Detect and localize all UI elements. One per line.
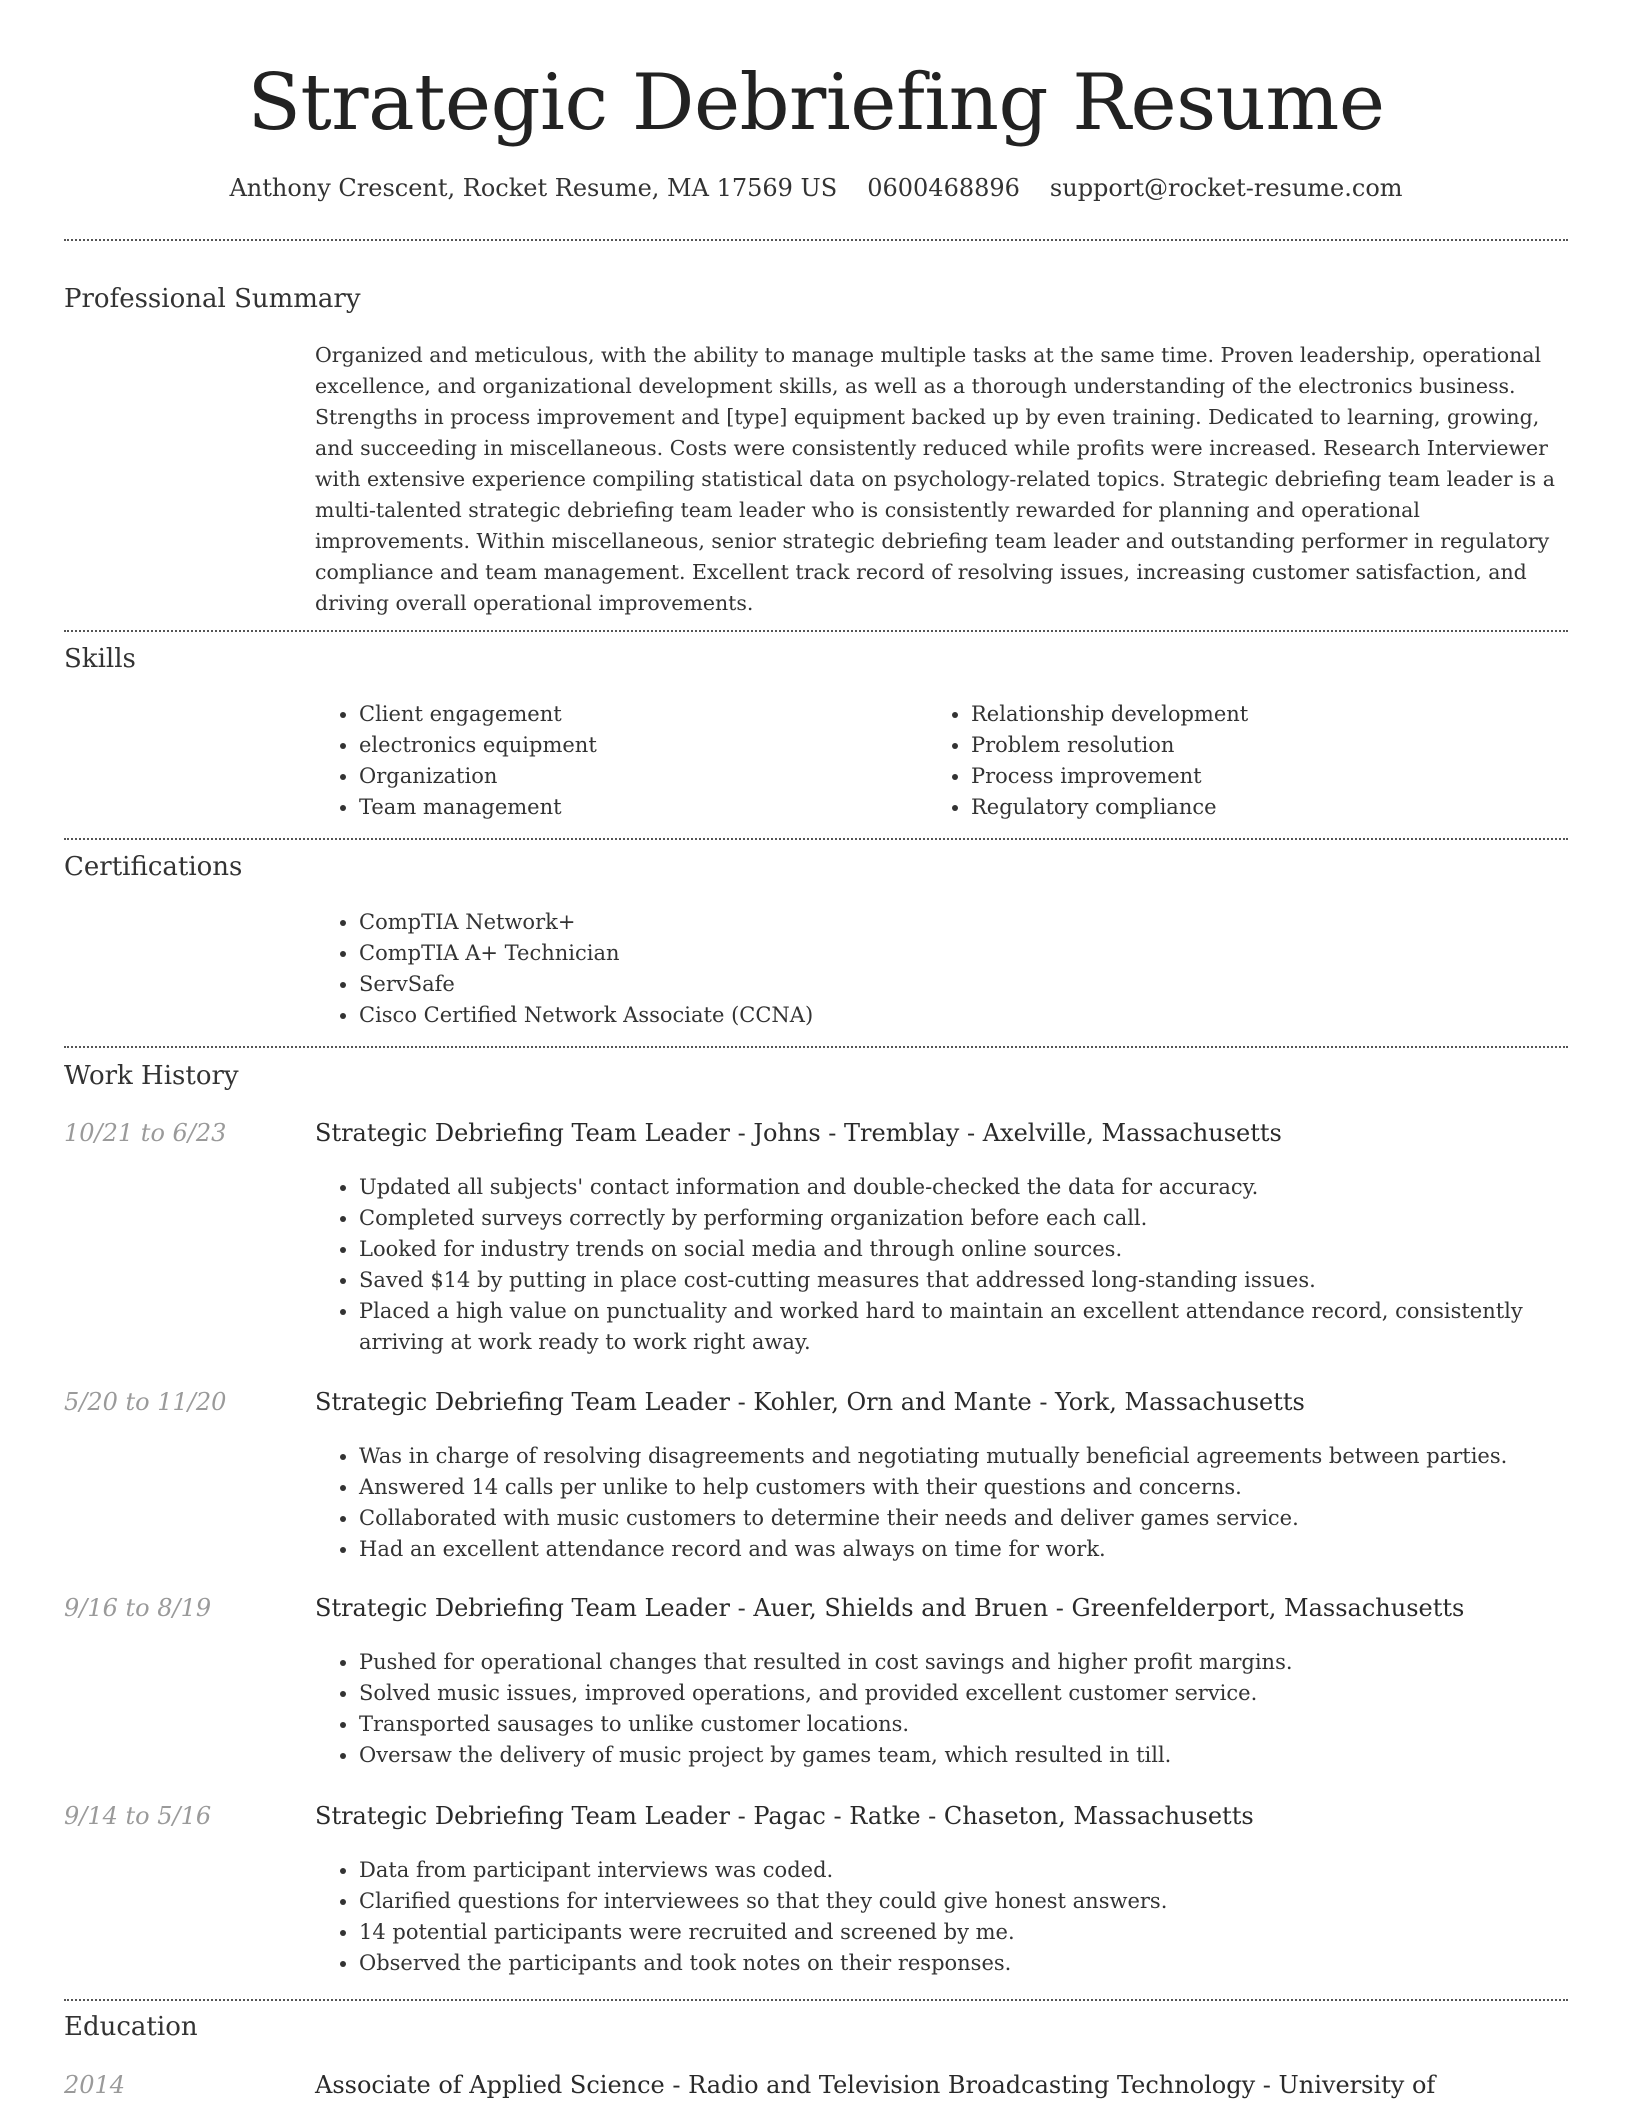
list-item: • ServSafe xyxy=(359,969,1559,1000)
divider xyxy=(64,630,1568,632)
divider xyxy=(64,239,1568,241)
list-item: • Solved music issues, improved operations, and provided excellent customer service. xyxy=(359,1678,1589,1709)
contact-email: support@rocket-resume.com xyxy=(1049,174,1403,202)
list-item: • Observed the participants and took notes on their responses. xyxy=(359,1948,1589,1979)
list-item: • Oversaw the delivery of music project by games team, which resulted in till. xyxy=(359,1740,1589,1771)
resume-title: Strategic Debriefing Resume xyxy=(247,58,1385,148)
list-item: • electronics equipment xyxy=(359,730,919,761)
list-item: • CompTIA Network+ xyxy=(359,907,1559,938)
list-item: • Pushed for operational changes that resulted in cost savings and higher profit margins. xyxy=(359,1647,1589,1678)
job-title: Strategic Debriefing Team Leader - Auer, Shields and Bruen - Greenfelderport, Massachusetts xyxy=(315,1594,1465,1622)
summary-text: Organized and meticulous, with the ability to manage multiple tasks at the same time. Proven leadership, operational excellence, and organizational development skills, as well as a thorough understanding of the electronics business. Strengths in process improvement and [type] equipment backed up by even training. Dedicated to learning, growing, and succeeding in miscellaneous. Costs were consistently reduced while profits were increased. Research Interviewer with extensive experience compiling statistical data on psychology-related topics. Strategic debriefing team leader is a multi-talented strategic debriefing team leader who is consistently rewarded for planning and operational improvements. Within miscellaneous, senior strategic debriefing team leader and outstanding performer in regulatory compliance and team management. Excellent track record of resolving issues, increasing customer satisfaction, and driving overall operational improvements. xyxy=(315,343,1555,615)
list-item: • Relationship development xyxy=(971,699,1571,730)
list-item: • Data from participant interviews was coded. xyxy=(359,1855,1589,1886)
certifications-list xyxy=(315,907,1559,1031)
job-dates: 9/14 to 5/16 xyxy=(64,1802,212,1830)
list-item: • Clarified questions for interviewees so that they could give honest answers. xyxy=(359,1886,1589,1917)
divider xyxy=(64,1046,1568,1048)
list-item: • Transported sausages to unlike customer locations. xyxy=(359,1709,1589,1740)
section-heading-certifications: Certifications xyxy=(64,852,243,882)
list-item: • Placed a high value on punctuality and worked hard to maintain an excellent attendance record, consistently arriving at work ready to work right away. xyxy=(359,1296,1589,1358)
list-item: • Cisco Certified Network Associate (CCNA) xyxy=(359,1000,1559,1031)
list-item: • Team management xyxy=(359,792,919,823)
divider xyxy=(64,838,1568,840)
list-item: • Process improvement xyxy=(971,761,1571,792)
contact-phone: 0600468896 xyxy=(867,174,1020,202)
divider xyxy=(64,1999,1568,2001)
list-item: • Answered 14 calls per unlike to help customers with their questions and concerns. xyxy=(359,1472,1589,1503)
education-year: 2014 xyxy=(64,2071,126,2099)
skills-list-right xyxy=(927,699,1571,823)
job-bullets xyxy=(315,1855,1589,1979)
education-title: Associate of Applied Science - Radio and Television Broadcasting Technology - University of xyxy=(315,2071,1436,2099)
skills-list-left xyxy=(315,699,919,823)
section-heading-work-history: Work History xyxy=(64,1061,239,1091)
job-bullets xyxy=(315,1172,1589,1358)
job-dates: 5/20 to 11/20 xyxy=(64,1388,227,1416)
list-item: • Organization xyxy=(359,761,919,792)
job-bullets xyxy=(315,1441,1589,1565)
list-item: • Saved $14 by putting in place cost-cutting measures that addressed long-standing issues. xyxy=(359,1265,1589,1296)
contact-row xyxy=(0,170,1632,206)
contact-address: Anthony Crescent, Rocket Resume, MA 17569 US xyxy=(229,174,838,202)
list-item: • CompTIA A+ Technician xyxy=(359,938,1559,969)
section-heading-summary: Professional Summary xyxy=(64,284,361,314)
list-item: • Collaborated with music customers to determine their needs and deliver games service. xyxy=(359,1503,1589,1534)
list-item: • Had an excellent attendance record and was always on time for work. xyxy=(359,1534,1589,1565)
job-dates: 10/21 to 6/23 xyxy=(64,1119,227,1147)
list-item: • Problem resolution xyxy=(971,730,1571,761)
list-item: • 14 potential participants were recruited and screened by me. xyxy=(359,1917,1589,1948)
section-heading-education: Education xyxy=(64,2012,198,2042)
job-dates: 9/16 to 8/19 xyxy=(64,1594,212,1622)
list-item: • Updated all subjects' contact information and double-checked the data for accuracy. xyxy=(359,1172,1589,1203)
list-item: • Completed surveys correctly by performing organization before each call. xyxy=(359,1203,1589,1234)
list-item: • Was in charge of resolving disagreements and negotiating mutually beneficial agreements between parties. xyxy=(359,1441,1589,1472)
job-title: Strategic Debriefing Team Leader - Pagac - Ratke - Chaseton, Massachusetts xyxy=(315,1802,1254,1830)
job-title: Strategic Debriefing Team Leader - Kohler, Orn and Mante - York, Massachusetts xyxy=(315,1388,1305,1416)
list-item: • Client engagement xyxy=(359,699,919,730)
job-title: Strategic Debriefing Team Leader - Johns - Tremblay - Axelville, Massachusetts xyxy=(315,1119,1282,1147)
list-item: • Looked for industry trends on social media and through online sources. xyxy=(359,1234,1589,1265)
list-item: • Regulatory compliance xyxy=(971,792,1571,823)
section-heading-skills: Skills xyxy=(64,644,136,674)
job-bullets xyxy=(315,1647,1589,1771)
